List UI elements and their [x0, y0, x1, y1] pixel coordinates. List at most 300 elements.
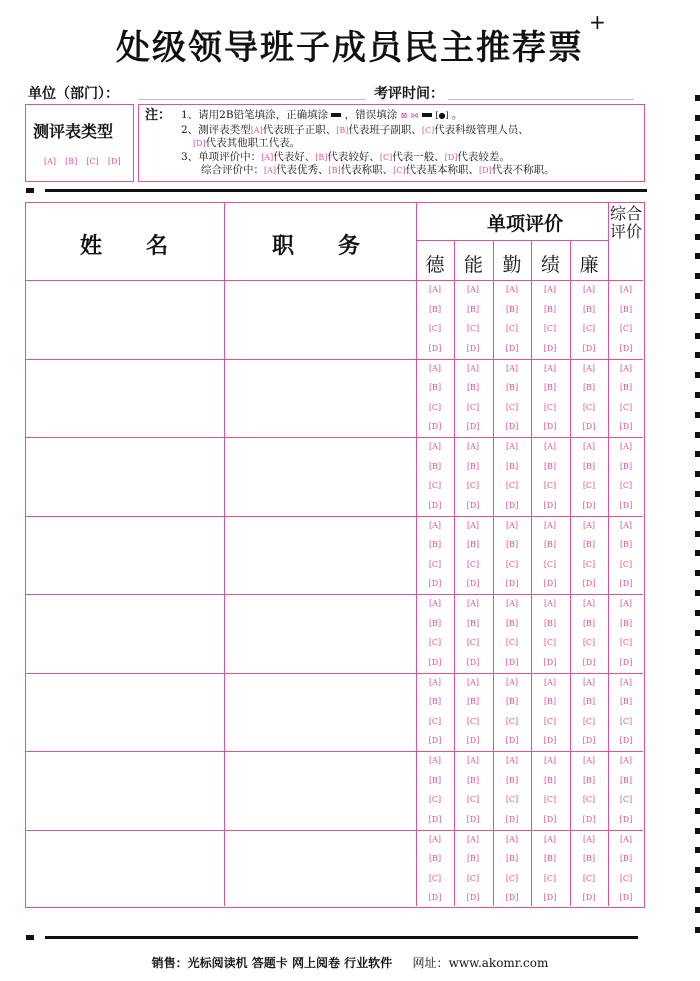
- rating-bubble[interactable]: [D]: [505, 579, 519, 588]
- rating-bubble[interactable]: [B]: [505, 697, 519, 706]
- position-cell[interactable]: [224, 437, 416, 516]
- timing-mark: [695, 352, 700, 358]
- rating-bubble[interactable]: [B]: [505, 618, 519, 628]
- rating-bubble[interactable]: [B]: [543, 461, 557, 471]
- rating-bubble[interactable]: [B]: [543, 383, 557, 392]
- rating-bubble[interactable]: [A]: [466, 442, 480, 451]
- rating-bubble[interactable]: [A]: [428, 599, 442, 608]
- rating-bubble[interactable]: [A]: [582, 756, 596, 765]
- col-header-overall: 综合评价: [609, 204, 642, 241]
- rating-bubble[interactable]: [C]: [466, 638, 480, 647]
- rating-bubble[interactable]: [D]: [428, 422, 442, 431]
- sub-col-diligence: 勤: [502, 254, 522, 276]
- name-cell[interactable]: [26, 280, 224, 359]
- rating-bubble[interactable]: [A]: [466, 363, 480, 373]
- rating-bubble[interactable]: [C]: [582, 324, 596, 333]
- timing-mark: [695, 372, 700, 378]
- overall-rating-bubble[interactable]: [A]: [619, 834, 633, 844]
- footer: [0, 954, 700, 971]
- bottom-separator-bar: [45, 936, 638, 939]
- rating-bubble[interactable]: [D]: [543, 736, 557, 745]
- page-title: 处级领导班子成员民主推荐票: [116, 28, 584, 68]
- rating-bubble[interactable]: [A]: [543, 520, 557, 530]
- rating-bubble[interactable]: [C]: [505, 716, 519, 726]
- rating-bubble[interactable]: [A]: [582, 834, 596, 844]
- rating-bubble[interactable]: [A]: [505, 599, 519, 608]
- column-divider: [570, 240, 571, 906]
- timing-mark: [695, 214, 700, 220]
- rating-bubble[interactable]: [C]: [505, 559, 519, 569]
- rating-bubble[interactable]: [C]: [466, 559, 480, 569]
- unit-field[interactable]: [138, 99, 366, 100]
- timing-mark: [695, 689, 700, 695]
- rating-bubble[interactable]: [C]: [543, 638, 557, 647]
- overall-rating-bubble[interactable]: [C]: [619, 638, 633, 647]
- col-header-name: 姓 名: [80, 234, 169, 259]
- rating-bubble[interactable]: [C]: [582, 638, 596, 647]
- rating-bubble[interactable]: [B]: [505, 854, 519, 863]
- timing-mark: [695, 273, 700, 279]
- rating-bubble[interactable]: [B]: [466, 697, 480, 706]
- rating-bubble[interactable]: [D]: [466, 657, 480, 667]
- overall-rating-bubble[interactable]: [B]: [619, 618, 633, 628]
- rating-bubble[interactable]: [A]: [582, 442, 596, 451]
- rating-bubble[interactable]: [C]: [543, 873, 557, 883]
- overall-rating-bubble[interactable]: [A]: [619, 599, 633, 608]
- rating-bubble[interactable]: [A]: [505, 834, 519, 844]
- rating-bubble[interactable]: [C]: [466, 716, 480, 726]
- evaluation-time-label: 考评时间：: [374, 86, 444, 102]
- timing-mark: [695, 927, 700, 933]
- rating-bubble[interactable]: [B]: [428, 383, 442, 392]
- timing-mark: [695, 95, 700, 101]
- timing-mark: [695, 432, 700, 438]
- rating-bubble[interactable]: [A]: [543, 677, 557, 687]
- rating-bubble[interactable]: [B]: [466, 854, 480, 863]
- rating-bubble[interactable]: [B]: [505, 304, 519, 314]
- rating-bubble[interactable]: [A]: [428, 756, 442, 765]
- rating-bubble[interactable]: [D]: [543, 422, 557, 431]
- rating-bubble[interactable]: [D]: [505, 893, 519, 902]
- rating-bubble[interactable]: [A]: [543, 599, 557, 608]
- overall-rating-bubble[interactable]: [C]: [619, 324, 633, 333]
- position-cell[interactable]: [224, 830, 416, 909]
- rating-bubble[interactable]: [A]: [428, 442, 442, 451]
- rating-bubble[interactable]: [C]: [466, 402, 480, 412]
- unit-label: 单位（部门）：: [28, 86, 119, 102]
- rating-bubble[interactable]: [B]: [505, 540, 519, 549]
- rating-bubble[interactable]: [A]: [582, 363, 596, 373]
- timing-mark: [695, 412, 700, 418]
- timing-mark: [695, 907, 700, 913]
- overall-rating-bubble[interactable]: [B]: [619, 383, 633, 392]
- rating-bubble[interactable]: [C]: [543, 716, 557, 726]
- timing-mark: [695, 808, 700, 814]
- rating-bubble[interactable]: [A]: [505, 363, 519, 373]
- rating-bubble[interactable]: [A]: [466, 677, 480, 687]
- rating-bubble[interactable]: [A]: [505, 442, 519, 451]
- rating-bubble[interactable]: [B]: [466, 383, 480, 392]
- overall-rating-bubble[interactable]: [C]: [619, 716, 633, 726]
- timing-mark: [695, 669, 700, 675]
- form-type-option-c[interactable]: [C]: [86, 157, 99, 166]
- rating-bubble[interactable]: [B]: [428, 461, 442, 471]
- rating-bubble[interactable]: [A]: [466, 599, 480, 608]
- rating-bubble[interactable]: [B]: [582, 618, 596, 628]
- timing-mark: [695, 451, 700, 457]
- overall-rating-bubble[interactable]: [D]: [619, 579, 633, 588]
- overall-rating-bubble[interactable]: [B]: [619, 854, 633, 863]
- timing-mark: [695, 392, 700, 398]
- timing-mark: [695, 887, 700, 893]
- rating-bubble[interactable]: [B]: [428, 697, 442, 706]
- name-cell[interactable]: [26, 830, 224, 909]
- rating-bubble[interactable]: [C]: [428, 559, 442, 569]
- timing-mark: [695, 788, 700, 794]
- name-cell[interactable]: [26, 359, 224, 438]
- rating-bubble[interactable]: [A]: [505, 756, 519, 765]
- rating-bubble[interactable]: [B]: [543, 697, 557, 706]
- rating-bubble[interactable]: [B]: [582, 461, 596, 471]
- rating-bubble[interactable]: [A]: [428, 363, 442, 373]
- rating-bubble[interactable]: [D]: [466, 814, 480, 824]
- evaluation-table: [25, 202, 645, 908]
- timing-mark: [695, 590, 700, 596]
- overall-rating-bubble[interactable]: [B]: [619, 540, 633, 549]
- timing-mark: [695, 471, 700, 477]
- overall-rating-bubble[interactable]: [D]: [619, 343, 633, 353]
- rating-bubble[interactable]: [C]: [505, 873, 519, 883]
- overall-rating-bubble[interactable]: [D]: [619, 736, 633, 745]
- rating-bubble[interactable]: [B]: [466, 775, 480, 785]
- timing-mark: [695, 253, 700, 259]
- overall-rating-bubble[interactable]: [A]: [619, 520, 633, 530]
- rating-bubble[interactable]: [C]: [428, 716, 442, 726]
- rating-bubble[interactable]: [C]: [505, 324, 519, 333]
- timing-mark: [695, 748, 700, 754]
- timing-mark: [695, 570, 700, 576]
- rating-bubble[interactable]: [A]: [428, 834, 442, 844]
- column-divider: [454, 240, 455, 906]
- rating-bubble[interactable]: [C]: [582, 795, 596, 804]
- rating-bubble[interactable]: [C]: [428, 402, 442, 412]
- rating-bubble[interactable]: [C]: [582, 873, 596, 883]
- rating-bubble[interactable]: [D]: [505, 343, 519, 353]
- rating-bubble[interactable]: [D]: [428, 657, 442, 667]
- position-cell[interactable]: [224, 594, 416, 673]
- rating-bubble[interactable]: [D]: [505, 422, 519, 431]
- rating-bubble[interactable]: [A]: [428, 285, 442, 294]
- overall-rating-bubble[interactable]: [A]: [619, 285, 633, 294]
- name-cell[interactable]: [26, 437, 224, 516]
- timing-mark: [695, 867, 700, 873]
- form-type-option-a[interactable]: [A]: [44, 157, 57, 166]
- rating-bubble[interactable]: [C]: [466, 795, 480, 804]
- rating-bubble[interactable]: [B]: [543, 618, 557, 628]
- overall-rating-bubble[interactable]: [B]: [619, 697, 633, 706]
- rating-bubble[interactable]: [D]: [428, 579, 442, 588]
- timing-mark: [695, 828, 700, 834]
- rating-bubble[interactable]: [C]: [582, 559, 596, 569]
- rating-bubble[interactable]: [D]: [582, 579, 596, 588]
- overall-rating-bubble[interactable]: [D]: [619, 657, 633, 667]
- rating-bubble[interactable]: [A]: [428, 677, 442, 687]
- overall-rating-bubble[interactable]: [C]: [619, 481, 633, 490]
- left-timing-mark-top: [26, 188, 34, 193]
- timing-mark: [695, 709, 700, 715]
- rating-bubble[interactable]: [C]: [505, 481, 519, 490]
- rating-bubble[interactable]: [D]: [582, 893, 596, 902]
- sub-col-headers: [416, 247, 608, 281]
- rating-bubble[interactable]: [D]: [466, 893, 480, 902]
- form-type-option-d[interactable]: [D]: [107, 157, 121, 166]
- name-cell[interactable]: [26, 751, 224, 830]
- rating-bubble[interactable]: [D]: [505, 736, 519, 745]
- sub-col-morality: 德: [425, 254, 445, 276]
- footer-site-label: 网址：: [412, 956, 449, 970]
- rating-bubble[interactable]: [C]: [428, 795, 442, 804]
- rating-bubble[interactable]: [B]: [428, 618, 442, 628]
- timing-mark: [695, 154, 700, 160]
- timing-mark: [695, 511, 700, 517]
- rating-bubble[interactable]: [D]: [466, 736, 480, 745]
- rating-bubble[interactable]: [A]: [543, 442, 557, 451]
- rating-bubble[interactable]: [C]: [582, 481, 596, 490]
- timing-mark: [695, 649, 700, 655]
- overall-rating-bubble[interactable]: [B]: [619, 461, 633, 471]
- rating-bubble[interactable]: [C]: [543, 324, 557, 333]
- rating-bubble[interactable]: [B]: [582, 383, 596, 392]
- rating-bubble[interactable]: [D]: [582, 422, 596, 431]
- rating-bubble[interactable]: [A]: [505, 285, 519, 294]
- rating-bubble[interactable]: [D]: [428, 343, 442, 353]
- timing-mark: [695, 550, 700, 556]
- rating-bubble[interactable]: [D]: [543, 500, 557, 510]
- rating-bubble[interactable]: [C]: [505, 402, 519, 412]
- rating-bubble[interactable]: [B]: [543, 775, 557, 785]
- rating-bubble[interactable]: [C]: [466, 873, 480, 883]
- rating-bubble[interactable]: [D]: [428, 500, 442, 510]
- rating-bubble[interactable]: [B]: [582, 540, 596, 549]
- rating-bubble[interactable]: [C]: [466, 324, 480, 333]
- timing-mark: [695, 847, 700, 853]
- rating-bubble[interactable]: [C]: [582, 716, 596, 726]
- sub-col-ability: 能: [463, 254, 483, 276]
- note-line-3: 3、单项评价中：[A]代表好、[B]代表较好、[C]代表一般、[D]代表较差。: [181, 151, 510, 163]
- wrong-fill-sample-2: ⋈: [410, 111, 419, 120]
- timing-mark: [695, 174, 700, 180]
- col-header-single-eval: 单项评价: [486, 213, 563, 235]
- rating-bubble[interactable]: [A]: [466, 756, 480, 765]
- sub-col-performance: 绩: [540, 254, 560, 276]
- wrong-fill-sample-4: [●]: [435, 111, 449, 120]
- note-line-1: 1、请用2B铅笔填涂，正确填涂 ，错误填涂 ⊠ ⋈ [●] 。: [181, 109, 463, 121]
- registration-plus-mark: +: [589, 10, 606, 34]
- rating-bubble[interactable]: [C]: [505, 638, 519, 647]
- form-type-title: 测评表类型: [33, 122, 114, 141]
- name-cell[interactable]: [26, 673, 224, 752]
- rating-bubble[interactable]: [D]: [466, 343, 480, 353]
- overall-rating-bubble[interactable]: [A]: [619, 756, 633, 765]
- timing-mark: [695, 491, 700, 497]
- note-line-4: 综合评价中：[A]代表优秀、[B]代表称职、[C]代表基本称职、[D]代表不称职。: [201, 164, 555, 176]
- rating-bubble[interactable]: [D]: [543, 657, 557, 667]
- timing-mark: [695, 115, 700, 121]
- rating-bubble[interactable]: [C]: [428, 481, 442, 490]
- form-type-box: [25, 104, 134, 182]
- rating-bubble[interactable]: [C]: [428, 873, 442, 883]
- overall-rating-bubble[interactable]: [C]: [619, 873, 633, 883]
- wrong-fill-sample-1: ⊠: [400, 111, 408, 120]
- notes-box: [138, 104, 645, 182]
- rating-bubble[interactable]: [B]: [505, 461, 519, 471]
- position-cell[interactable]: [224, 359, 416, 438]
- rating-bubble[interactable]: [D]: [466, 579, 480, 588]
- rating-bubble[interactable]: [A]: [466, 520, 480, 530]
- rating-bubble[interactable]: [C]: [505, 795, 519, 804]
- rating-bubble[interactable]: [A]: [466, 834, 480, 844]
- rating-bubble[interactable]: [D]: [582, 814, 596, 824]
- rating-bubble[interactable]: [B]: [466, 540, 480, 549]
- overall-rating-bubble[interactable]: [D]: [619, 893, 633, 902]
- position-cell[interactable]: [224, 751, 416, 830]
- rating-bubble[interactable]: [A]: [582, 677, 596, 687]
- rating-bubble[interactable]: [C]: [428, 324, 442, 333]
- overall-rating-bubble[interactable]: [D]: [619, 422, 633, 431]
- evaluation-time-field[interactable]: [448, 99, 634, 100]
- rating-bubble[interactable]: [A]: [543, 285, 557, 294]
- rating-bubble[interactable]: [A]: [543, 834, 557, 844]
- header-divider: [416, 240, 608, 241]
- overall-rating-bubble[interactable]: [C]: [619, 795, 633, 804]
- rating-bubble[interactable]: [B]: [505, 383, 519, 392]
- rating-bubble[interactable]: [B]: [428, 775, 442, 785]
- rating-bubble[interactable]: [B]: [582, 775, 596, 785]
- overall-rating-bubble[interactable]: [A]: [619, 442, 633, 451]
- correct-fill-sample: [331, 113, 341, 117]
- overall-rating-bubble[interactable]: [C]: [619, 559, 633, 569]
- timing-mark: [695, 610, 700, 616]
- rating-bubble[interactable]: [D]: [505, 657, 519, 667]
- timing-mark: [695, 729, 700, 735]
- overall-rating-bubble[interactable]: [D]: [619, 500, 633, 510]
- rating-bubble[interactable]: [A]: [505, 677, 519, 687]
- rating-bubble[interactable]: [D]: [543, 579, 557, 588]
- top-separator-bar: [45, 189, 647, 192]
- rating-bubble[interactable]: [B]: [543, 854, 557, 863]
- rating-bubble[interactable]: [B]: [582, 304, 596, 314]
- rating-bubble[interactable]: [D]: [582, 500, 596, 510]
- column-divider: [608, 203, 609, 906]
- rating-bubble[interactable]: [B]: [466, 461, 480, 471]
- note-line-2-cont: [D]代表其他职工代表。: [193, 137, 301, 149]
- rating-bubble[interactable]: [B]: [543, 304, 557, 314]
- rating-bubble[interactable]: [C]: [582, 402, 596, 412]
- col-header-position: 职 务: [272, 234, 361, 259]
- rating-bubble[interactable]: [D]: [466, 500, 480, 510]
- rating-bubble[interactable]: [C]: [543, 481, 557, 490]
- form-type-option-b[interactable]: [B]: [65, 157, 78, 166]
- rating-bubble[interactable]: [B]: [543, 540, 557, 549]
- rating-bubble[interactable]: [D]: [582, 343, 596, 353]
- rating-bubble[interactable]: [D]: [543, 343, 557, 353]
- note-line-2: 2、测评表类型[A]代表班子正职、[B]代表班子副职、[C]代表科级管理人员、: [181, 124, 529, 136]
- rating-bubble[interactable]: [B]: [428, 304, 442, 314]
- rating-bubble[interactable]: [A]: [428, 520, 442, 530]
- rating-bubble[interactable]: [C]: [428, 638, 442, 647]
- left-timing-mark-bottom: [26, 935, 34, 940]
- rating-bubble[interactable]: [A]: [466, 285, 480, 294]
- timing-mark: [695, 194, 700, 200]
- rating-bubble[interactable]: [D]: [505, 500, 519, 510]
- footer-url[interactable]: www.akomr.com: [448, 956, 549, 970]
- footer-sales: 销售：光标阅读机 答题卡 网上阅卷 行业软件: [151, 956, 393, 970]
- rating-bubble[interactable]: [A]: [505, 520, 519, 530]
- rating-bubble[interactable]: [D]: [543, 893, 557, 902]
- overall-rating-bubble[interactable]: [B]: [619, 775, 633, 785]
- rating-bubble[interactable]: [D]: [428, 893, 442, 902]
- rating-bubble[interactable]: [B]: [466, 304, 480, 314]
- notes-label: 注：: [145, 108, 172, 123]
- timing-mark: [695, 135, 700, 141]
- rating-bubble[interactable]: [A]: [543, 756, 557, 765]
- name-cell[interactable]: [26, 594, 224, 673]
- rating-bubble[interactable]: [A]: [582, 520, 596, 530]
- column-divider: [493, 240, 494, 906]
- overall-rating-bubble[interactable]: [A]: [619, 677, 633, 687]
- rating-bubble[interactable]: [A]: [543, 363, 557, 373]
- timing-mark: [695, 313, 700, 319]
- rating-bubble[interactable]: [B]: [466, 618, 480, 628]
- rating-bubble[interactable]: [C]: [543, 795, 557, 804]
- timing-mark: [695, 531, 700, 537]
- rating-bubble[interactable]: [D]: [505, 814, 519, 824]
- timing-mark: [695, 768, 700, 774]
- column-divider: [416, 203, 417, 906]
- rating-bubble[interactable]: [A]: [582, 599, 596, 608]
- rating-bubble[interactable]: [B]: [505, 775, 519, 785]
- overall-rating-bubble[interactable]: [C]: [619, 402, 633, 412]
- rating-bubble[interactable]: [A]: [582, 285, 596, 294]
- sub-col-integrity: 廉: [579, 254, 599, 276]
- position-cell[interactable]: [224, 280, 416, 359]
- column-divider: [531, 240, 532, 906]
- overall-rating-bubble[interactable]: [A]: [619, 363, 633, 373]
- rating-bubble[interactable]: [B]: [582, 697, 596, 706]
- rating-bubble[interactable]: [D]: [543, 814, 557, 824]
- overall-rating-bubble[interactable]: [D]: [619, 814, 633, 824]
- rating-bubble[interactable]: [D]: [582, 657, 596, 667]
- rating-bubble[interactable]: [D]: [582, 736, 596, 745]
- rating-bubble[interactable]: [D]: [428, 814, 442, 824]
- rating-bubble[interactable]: [C]: [543, 402, 557, 412]
- name-cell[interactable]: [26, 516, 224, 595]
- position-cell[interactable]: [224, 516, 416, 595]
- rating-bubble[interactable]: [B]: [428, 854, 442, 863]
- timing-mark: [695, 333, 700, 339]
- timing-mark: [695, 630, 700, 636]
- rating-bubble[interactable]: [D]: [466, 422, 480, 431]
- position-cell[interactable]: [224, 673, 416, 752]
- rating-bubble[interactable]: [C]: [543, 559, 557, 569]
- rating-bubble[interactable]: [D]: [428, 736, 442, 745]
- timing-mark: [695, 293, 700, 299]
- rating-bubble[interactable]: [B]: [428, 540, 442, 549]
- rating-bubble[interactable]: [B]: [582, 854, 596, 863]
- rating-bubble[interactable]: [C]: [466, 481, 480, 490]
- overall-rating-bubble[interactable]: [B]: [619, 304, 633, 314]
- wrong-fill-sample-3: [422, 113, 432, 117]
